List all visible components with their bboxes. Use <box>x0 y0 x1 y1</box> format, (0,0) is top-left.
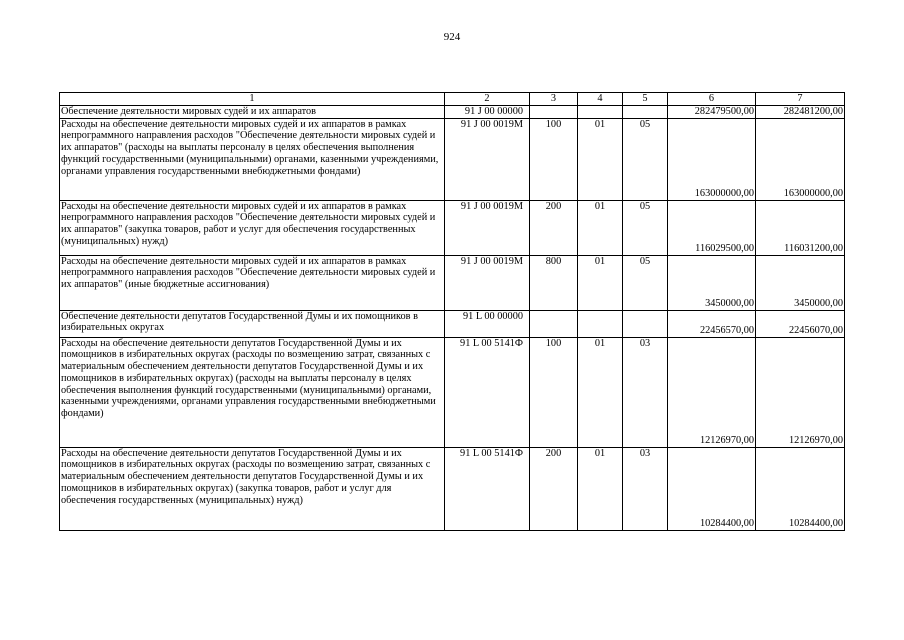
table-row <box>60 200 845 255</box>
amount-year-1: 22456570,00 <box>668 310 756 337</box>
column-header: 6 <box>668 93 756 106</box>
subsection-code: 03 <box>623 447 668 530</box>
column-header: 7 <box>756 93 845 106</box>
expense-type-code: 100 <box>530 337 578 447</box>
amount-year-2: 3450000,00 <box>756 255 845 310</box>
target-article-code: 91 L 00 5141Ф <box>445 447 530 530</box>
table-header-row <box>60 93 845 106</box>
expense-name: Обеспечение деятельности депутатов Государственной Думы и их помощников в избирательных округах <box>60 310 445 337</box>
subsection-code: 03 <box>623 337 668 447</box>
target-article-code: 91 L 00 00000 <box>445 310 530 337</box>
target-article-code: 91 J 00 00000 <box>445 105 530 118</box>
section-code: 01 <box>578 255 623 310</box>
expense-type-code: 100 <box>530 118 578 200</box>
expense-type-code <box>530 310 578 337</box>
column-header: 1 <box>60 93 445 106</box>
target-article-code: 91 J 00 0019М <box>445 118 530 200</box>
amount-year-2: 116031200,00 <box>756 200 845 255</box>
amount-year-1: 12126970,00 <box>668 337 756 447</box>
section-code <box>578 310 623 337</box>
expense-type-code: 200 <box>530 447 578 530</box>
amount-year-2: 12126970,00 <box>756 337 845 447</box>
column-header: 4 <box>578 93 623 106</box>
amount-year-2: 10284400,00 <box>756 447 845 530</box>
amount-year-1: 282479500,00 <box>668 105 756 118</box>
section-code: 01 <box>578 118 623 200</box>
subsection-code <box>623 310 668 337</box>
table-row <box>60 447 845 530</box>
expense-name: Расходы на обеспечение деятельности депутатов Государственной Думы и их помощников в избирательных округах (расходы по возмещению затрат, связанных с материальным обеспечением деятельности депутатов Государственной Думы и их помощников в избирательных округах) (закупка товаров, работ и услуг для обеспечения государственных (муниципальных) нужд) <box>60 447 445 530</box>
column-header: 5 <box>623 93 668 106</box>
column-header: 2 <box>445 93 530 106</box>
target-article-code: 91 J 00 0019М <box>445 200 530 255</box>
amount-year-1: 10284400,00 <box>668 447 756 530</box>
expense-name: Расходы на обеспечение деятельности мировых судей и их аппаратов в рамках непрограммного направления расходов "Обеспечение деятельности мировых судей и их аппаратов" (иные бюджетные ассигнования) <box>60 255 445 310</box>
expense-name: Расходы на обеспечение деятельности мировых судей и их аппаратов в рамках непрограммного направления расходов "Обеспечение деятельности мировых судей и их аппаратов" (закупка товаров, работ и услуг для обеспечения государственных (муниципальных) нужд) <box>60 200 445 255</box>
section-code: 01 <box>578 337 623 447</box>
subsection-code: 05 <box>623 118 668 200</box>
table-row <box>60 118 845 200</box>
target-article-code: 91 L 00 5141Ф <box>445 337 530 447</box>
table-row <box>60 105 845 118</box>
subsection-code: 05 <box>623 200 668 255</box>
budget-table <box>59 92 845 531</box>
subsection-code <box>623 105 668 118</box>
expense-name: Расходы на обеспечение деятельности мировых судей и их аппаратов в рамках непрограммного направления расходов "Обеспечение деятельности мировых судей и их аппаратов" (расходы на выплаты персоналу в целях обеспечения выполнения функций государственными (муниципальными) органами, казенными учреждениями, органами управления государственными внебюджетными фондами) <box>60 118 445 200</box>
amount-year-2: 22456070,00 <box>756 310 845 337</box>
expense-type-code: 800 <box>530 255 578 310</box>
section-code: 01 <box>578 447 623 530</box>
amount-year-1: 116029500,00 <box>668 200 756 255</box>
amount-year-2: 163000000,00 <box>756 118 845 200</box>
table-row <box>60 255 845 310</box>
subsection-code: 05 <box>623 255 668 310</box>
target-article-code: 91 J 00 0019М <box>445 255 530 310</box>
expense-type-code: 200 <box>530 200 578 255</box>
page-number: 924 <box>443 31 461 43</box>
expense-type-code <box>530 105 578 118</box>
amount-year-1: 3450000,00 <box>668 255 756 310</box>
expense-name: Обеспечение деятельности мировых судей и их аппаратов <box>60 105 445 118</box>
section-code <box>578 105 623 118</box>
section-code: 01 <box>578 200 623 255</box>
column-header: 3 <box>530 93 578 106</box>
table-row <box>60 337 845 447</box>
amount-year-1: 163000000,00 <box>668 118 756 200</box>
amount-year-2: 282481200,00 <box>756 105 845 118</box>
table-row <box>60 310 845 337</box>
expense-name: Расходы на обеспечение деятельности депутатов Государственной Думы и их помощников в избирательных округах (расходы по возмещению затрат, связанных с материальным обеспечением деятельности депутатов Государственной Думы и их помощников в избирательных округах) (расходы на выплаты персоналу в целях обеспечения выполнения функций государственными (муниципальными) органами, казенными учреждениями, органами управления государственными внебюджетными фондами) <box>60 337 445 447</box>
